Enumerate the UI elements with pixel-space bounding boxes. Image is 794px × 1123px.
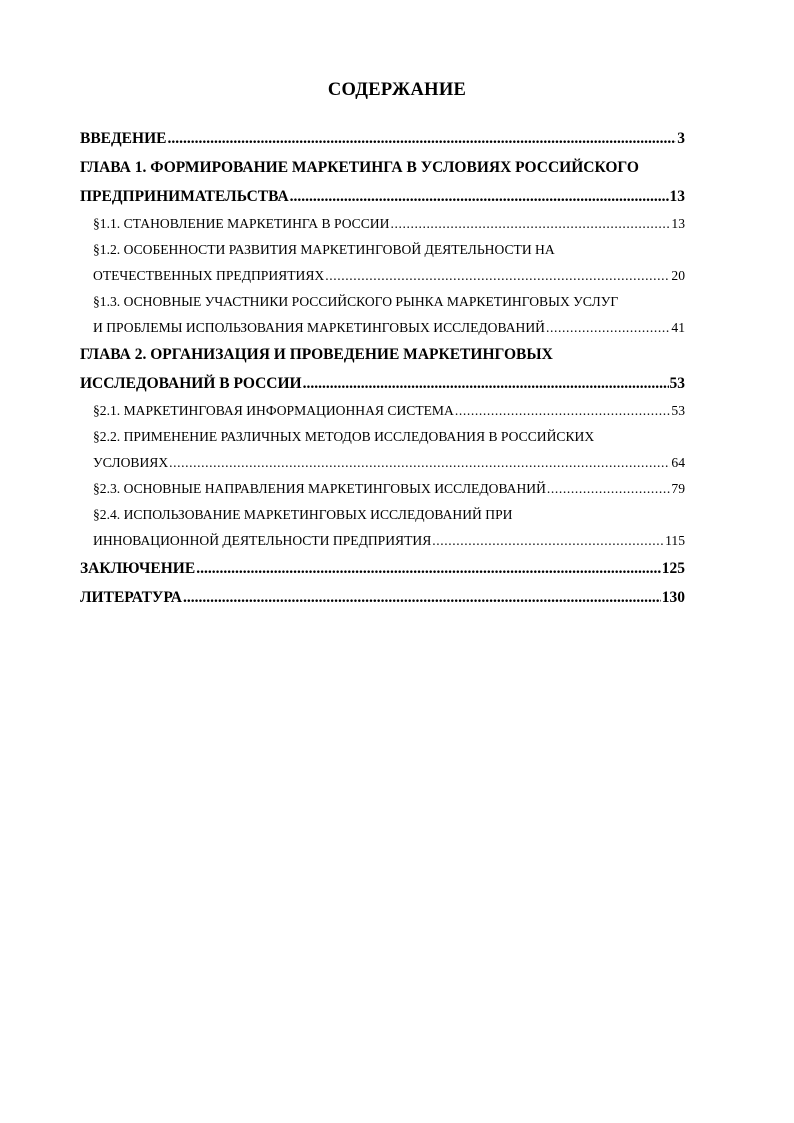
toc-entry-page: 53: [669, 375, 685, 392]
toc-entry-title: ГЛАВА 1. ФОРМИРОВАНИЕ МАРКЕТИНГА В УСЛОВИЯХ РОССИЙСКОГО: [80, 159, 639, 176]
toc-entry-page: 53: [671, 403, 685, 418]
toc-entry-chapter-1-line-1: [80, 159, 639, 177]
toc-entry-title: ЗАКЛЮЧЕНИЕ: [80, 560, 196, 577]
toc-entry-page: 64: [671, 455, 685, 470]
toc-entry-chapter-2-line-1: [80, 346, 553, 364]
dot-leader: [390, 216, 670, 232]
dot-leader: [167, 130, 676, 148]
dot-leader: [290, 188, 669, 206]
toc-entry-section-1-2-line-1: [93, 242, 555, 258]
toc-entry-title: ОТЕЧЕСТВЕННЫХ ПРЕДПРИЯТИЯХ: [93, 268, 325, 283]
toc-entry-page: 130: [661, 589, 685, 606]
toc-entry-section-2-1: [93, 403, 685, 419]
toc-entry-chapter-2: [80, 375, 685, 393]
toc-entry-section-2-4-line-1: [93, 507, 512, 523]
toc-entry-intro: [80, 130, 685, 148]
toc-entry-title: ИННОВАЦИОННОЙ ДЕЯТЕЛЬНОСТИ ПРЕДПРИЯТИЯ: [93, 533, 432, 548]
toc-entry-page: 41: [671, 320, 685, 335]
toc-entry-title: ИССЛЕДОВАНИЙ В РОССИИ: [80, 375, 302, 392]
toc-entry-section-2-2: [93, 455, 685, 471]
page-title: СОДЕРЖАНИЕ: [327, 80, 467, 100]
toc-entry-title: §2.2. ПРИМЕНЕНИЕ РАЗЛИЧНЫХ МЕТОДОВ ИССЛЕДОВАНИЯ В РОССИЙСКИХ: [93, 429, 595, 444]
toc-entry-title: ПРЕДПРИНИМАТЕЛЬСТВА: [80, 188, 289, 205]
toc-entry-section-1-2: [93, 268, 685, 284]
dot-leader: [546, 320, 670, 336]
toc-entry-section-2-3: [93, 481, 685, 497]
toc-entry-section-2-2-line-1: [93, 429, 594, 445]
dot-leader: [196, 560, 661, 578]
dot-leader: [303, 375, 669, 393]
toc-entry-title: §1.2. ОСОБЕННОСТИ РАЗВИТИЯ МАРКЕТИНГОВОЙ ДЕЯТЕЛЬНОСТИ НА: [93, 242, 555, 257]
toc-entry-page: 79: [671, 481, 685, 496]
dot-leader: [432, 533, 664, 549]
toc-entry-title: ЛИТЕРАТУРА: [80, 589, 182, 606]
toc-entry-section-1-3: [93, 320, 685, 336]
toc-entry-page: 115: [665, 533, 685, 548]
dot-leader: [547, 481, 670, 497]
toc-entry-title: ВВЕДЕНИЕ: [80, 130, 167, 147]
toc-entry-title: ГЛАВА 2. ОРГАНИЗАЦИЯ И ПРОВЕДЕНИЕ МАРКЕТИНГОВЫХ: [80, 346, 553, 363]
toc-entry-title: §1.3. ОСНОВНЫЕ УЧАСТНИКИ РОССИЙСКОГО РЫНКА МАРКЕТИНГОВЫХ УСЛУГ: [93, 294, 619, 309]
dot-leader: [169, 455, 670, 471]
toc-entry-page: 125: [661, 560, 685, 577]
dot-leader: [325, 268, 670, 284]
toc-entry-page: 20: [671, 268, 685, 283]
dot-leader: [183, 589, 661, 607]
toc-entry-title: УСЛОВИЯХ: [93, 455, 169, 470]
toc-entry-title: §2.1. МАРКЕТИНГОВАЯ ИНФОРМАЦИОННАЯ СИСТЕМА: [93, 403, 454, 418]
toc-entry-section-1-3-line-1: [93, 294, 618, 310]
toc-entry-title: §2.4. ИСПОЛЬЗОВАНИЕ МАРКЕТИНГОВЫХ ИССЛЕДОВАНИЙ ПРИ: [93, 507, 513, 522]
toc-entry-conclusion: [80, 560, 685, 578]
toc-entry-page: 13: [669, 188, 685, 205]
dot-leader: [455, 403, 671, 419]
toc-entry-page: 13: [671, 216, 685, 231]
toc-entry-page: 3: [677, 130, 685, 147]
toc-entry-literature: [80, 589, 685, 607]
toc-entry-title: §2.3. ОСНОВНЫЕ НАПРАВЛЕНИЯ МАРКЕТИНГОВЫХ ИССЛЕДОВАНИЙ: [93, 481, 546, 496]
toc-entry-title: §1.1. СТАНОВЛЕНИЕ МАРКЕТИНГА В РОССИИ: [93, 216, 390, 231]
toc-entry-section-2-4: [93, 533, 685, 549]
toc-entry-section-1-1: [93, 216, 685, 232]
toc-entry-chapter-1: [80, 188, 685, 206]
toc-entry-title: И ПРОБЛЕМЫ ИСПОЛЬЗОВАНИЯ МАРКЕТИНГОВЫХ ИССЛЕДОВАНИЙ: [93, 320, 545, 335]
